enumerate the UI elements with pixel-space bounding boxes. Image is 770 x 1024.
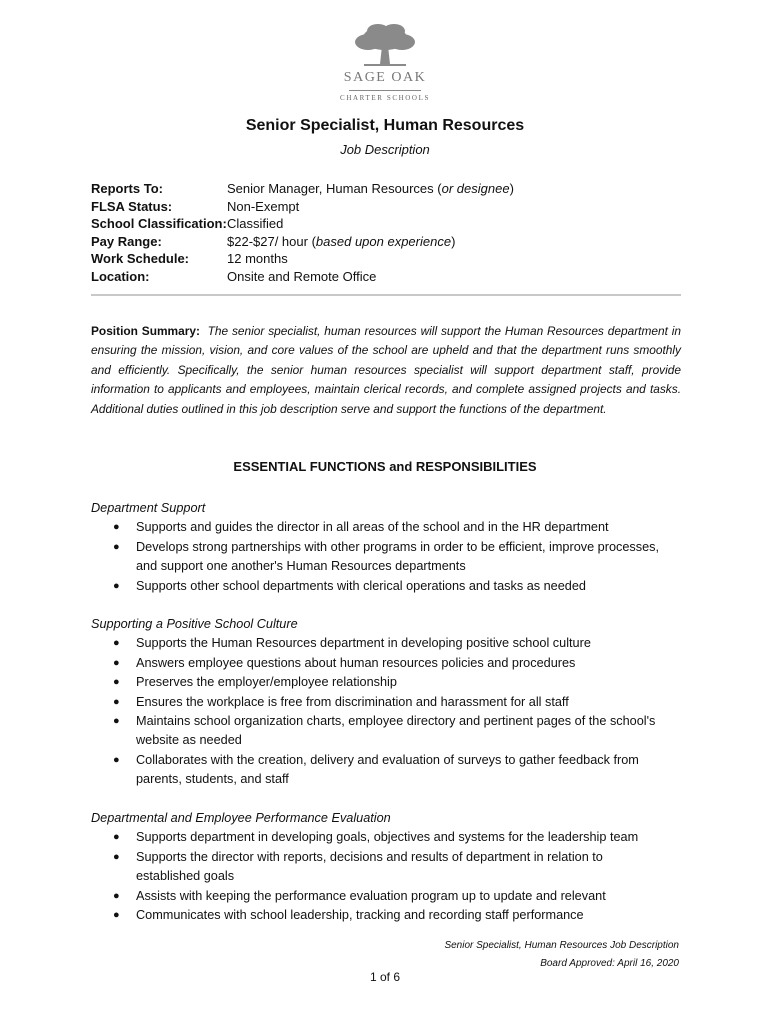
detail-label: FLSA Status: (91, 198, 173, 214)
detail-label: Reports To: (91, 181, 163, 196)
section-heading: Supporting a Positive School Culture (91, 617, 298, 631)
position-summary (91, 322, 681, 419)
detail-row-pay-range (91, 233, 514, 251)
list-item-text: Answers employee questions about human resources policies and procedures (136, 655, 576, 670)
list-item (91, 712, 691, 751)
list-item-text: Supports and guides the director in all areas of the school and in the HR department (136, 520, 609, 535)
list-item-text-continued: established goals (136, 869, 235, 884)
section-heading: Department Support (91, 501, 206, 515)
detail-value-text: Senior Manager, Human Resources ( (227, 181, 442, 196)
detail-label: Location: (91, 268, 150, 284)
detail-value: Onsite and Remote Office (227, 268, 377, 284)
logo-subtitle: CHARTER SCHOOLS (340, 94, 430, 102)
oak-tree-icon (350, 22, 420, 68)
detail-row-work-schedule (91, 250, 514, 268)
footer-approval-date: Board Approved: April 16, 2020 (540, 957, 679, 969)
list-item-text: Supports other school departments with clerical operations and tasks as needed (136, 578, 586, 593)
bullet-icon: ● (113, 521, 120, 534)
bullet-icon: ● (113, 579, 120, 592)
list-item-text: Supports department in developing goals, objectives and systems for the leadership team (136, 830, 639, 845)
school-logo (335, 22, 435, 104)
bullet-icon: ● (113, 909, 120, 922)
job-details (91, 180, 514, 286)
detail-value: Non-Exempt (227, 198, 300, 214)
list-item (91, 751, 691, 790)
list-item (91, 634, 691, 653)
list-item (91, 654, 691, 673)
logo-name: SAGE OAK (343, 70, 427, 85)
summary-label: Position Summary: (91, 324, 200, 338)
bullet-icon: ● (113, 889, 120, 902)
page-number: 1 of 6 (369, 970, 401, 984)
bullet-list (91, 518, 691, 596)
list-item-text: Assists with keeping the performance evaluation program up to update and relevant (136, 888, 606, 903)
list-item (91, 518, 691, 537)
page-footer (444, 937, 679, 972)
list-item-text-continued: parents, students, and staff (136, 772, 289, 787)
detail-row-reports-to (91, 180, 514, 198)
list-item (91, 828, 691, 847)
detail-value-text: $22-$27/ hour ( (227, 233, 316, 249)
list-item-text: Supports the Human Resources department in developing positive school culture (136, 636, 591, 651)
list-item-text: Supports the director with reports, decisions and results of department in relation to (136, 849, 603, 864)
bullet-icon: ● (113, 850, 120, 863)
list-item-text-continued: and support one another's Human Resources departments (136, 559, 466, 574)
list-item (91, 848, 691, 887)
detail-value-italic: based upon experience (315, 233, 452, 249)
list-item (91, 693, 691, 712)
list-item-text: Maintains school organization charts, employee directory and pertinent pages of the school's (136, 714, 656, 729)
section-divider (91, 294, 681, 296)
list-item (91, 577, 691, 596)
list-item-text: Develops strong partnerships with other programs in order to be efficient, improve processes, (136, 539, 660, 554)
list-item (91, 906, 691, 925)
bullet-icon: ● (113, 715, 120, 728)
section-positive-school-culture (91, 615, 691, 790)
summary-text: The senior specialist, human resources will support the Human Resources department in ensuring the mission, vision, and core values of the school are upheld and that the department runs smoothly and efficiently. Specifically, the senior human resources specialist will support department staff, provide information to applicants and employees, maintain clerical records, and complete assigned projects and tasks. Additional duties outlined in this job description serve and support the functions of the department. (91, 324, 682, 416)
bullet-icon: ● (113, 540, 120, 553)
detail-label: Pay Range: (91, 233, 162, 249)
section-performance-evaluation (91, 809, 691, 925)
list-item-text: Ensures the workplace is free from discrimination and harassment for all staff (136, 694, 569, 709)
bullet-icon: ● (113, 753, 120, 766)
logo-divider (349, 90, 421, 91)
list-item (91, 673, 691, 692)
bullet-icon: ● (113, 656, 120, 669)
list-item (91, 538, 691, 577)
detail-label: Work Schedule: (91, 251, 190, 267)
list-item-text: Communicates with school leadership, tracking and recording staff performance (136, 908, 584, 923)
bullet-icon: ● (113, 676, 120, 689)
detail-value: 12 months (227, 251, 288, 267)
bullet-icon: ● (113, 831, 120, 844)
list-item-text-continued: website as needed (136, 733, 242, 748)
list-item-text: Preserves the employer/employee relationship (136, 675, 397, 690)
footer-doc-title: Senior Specialist, Human Resources Job Description (444, 940, 679, 951)
section-department-support (91, 499, 691, 596)
detail-value (227, 234, 455, 249)
list-item-text: Collaborates with the creation, delivery and evaluation of surveys to gather feedback from (136, 752, 639, 767)
page-subtitle: Job Description (340, 142, 430, 157)
page-title: Senior Specialist, Human Resources (245, 117, 525, 134)
detail-value-italic: or designee (441, 181, 510, 196)
detail-value (227, 181, 514, 196)
essential-functions-heading: ESSENTIAL FUNCTIONS and RESPONSIBILITIES (233, 459, 537, 474)
detail-value: Classified (227, 216, 284, 232)
section-heading: Departmental and Employee Performance Evaluation (91, 811, 391, 825)
detail-value-end: ) (509, 181, 514, 196)
detail-row-flsa-status (91, 198, 514, 216)
bullet-list (91, 828, 691, 925)
bullet-list (91, 634, 691, 789)
bullet-icon: ● (113, 637, 120, 650)
bullet-icon: ● (113, 695, 120, 708)
detail-row-location (91, 268, 514, 286)
detail-label: School Classification: (91, 216, 227, 232)
list-item (91, 887, 691, 906)
detail-value-end: ) (451, 233, 456, 249)
detail-row-school-classification (91, 215, 514, 233)
